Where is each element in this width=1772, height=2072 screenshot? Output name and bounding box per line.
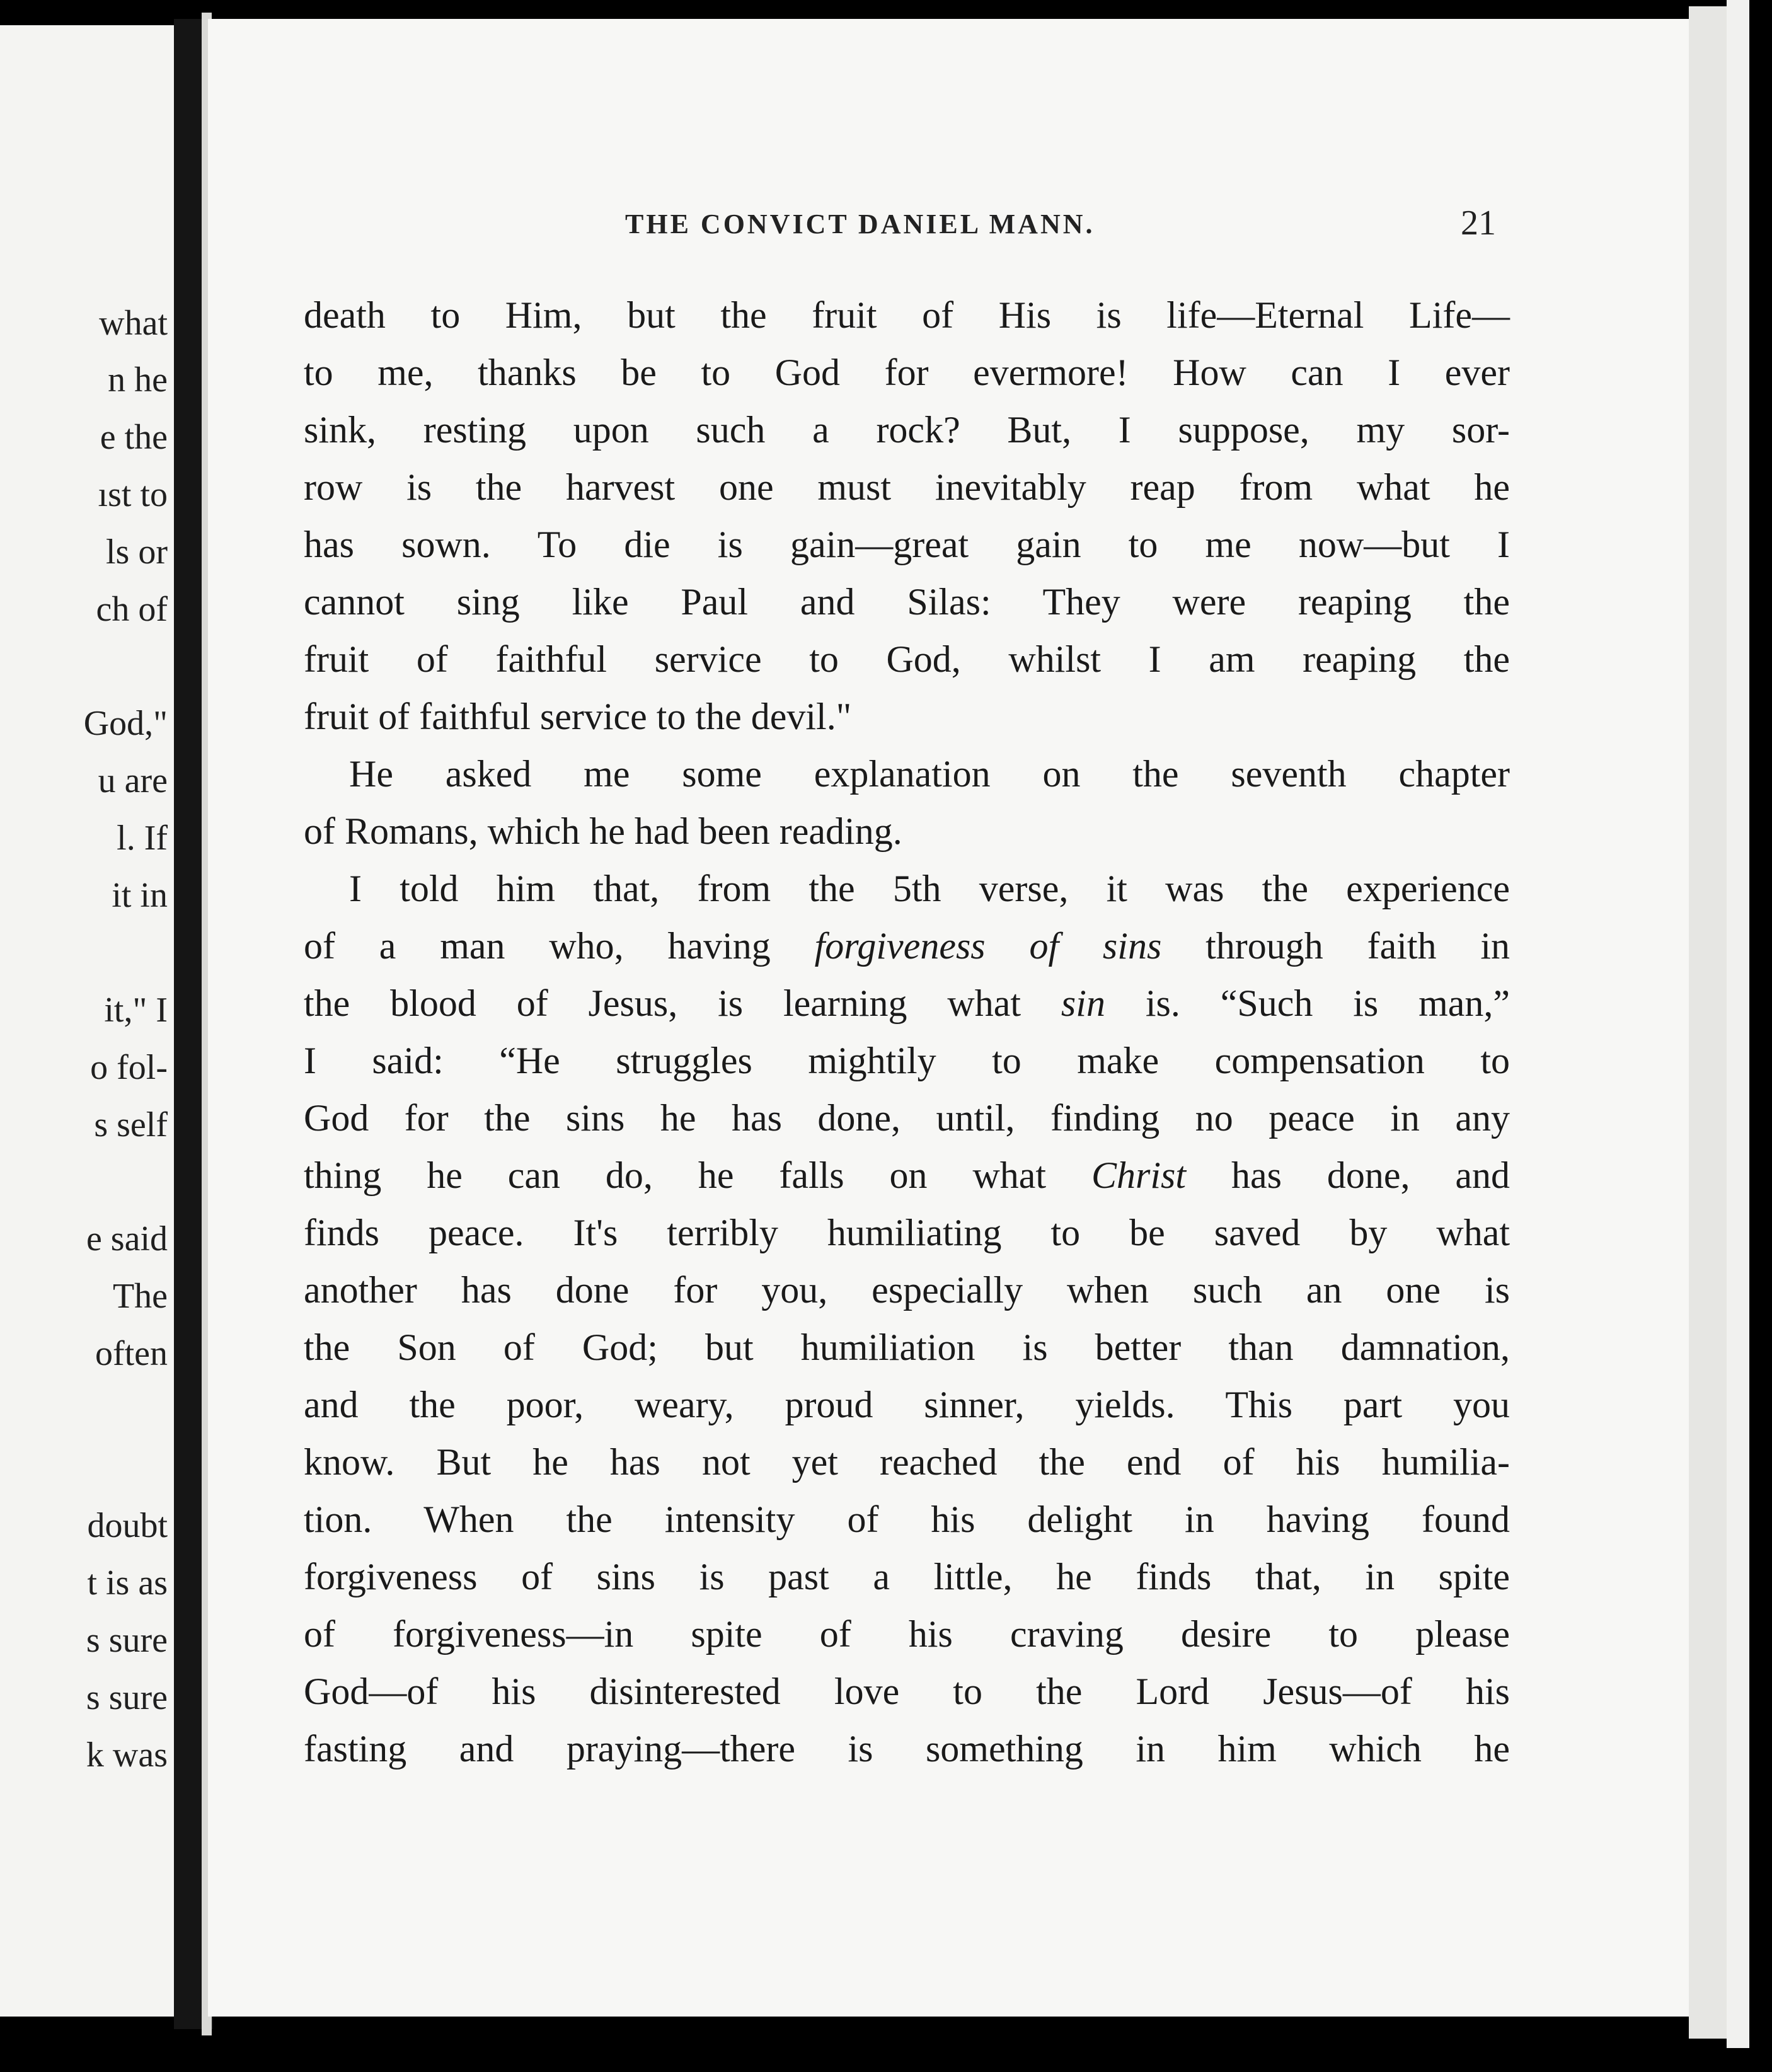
facing-line: what [99, 304, 168, 343]
text-run: thing he can do, he falls on what [304, 1154, 1047, 1196]
facing-line: e said [86, 1219, 168, 1258]
text-line: fruit of faithful service to the devil." [304, 696, 852, 737]
facing-line: l. If [117, 819, 168, 858]
facing-line: u are [98, 761, 168, 800]
facing-line: ls or [106, 532, 168, 572]
text-line: fruit of faithful service to God, whilst I am reaping the [304, 638, 1510, 680]
page-body [304, 287, 1510, 1778]
text-line: forgiveness of sins is past a little, he finds that, in spite [304, 1556, 1510, 1597]
facing-line: n he [108, 360, 168, 400]
text-line: cannot sing like Paul and Silas: They were reaping the [304, 581, 1510, 623]
text-run: the blood of Jesus, is learning what [304, 982, 1021, 1024]
facing-line: s sure [86, 1621, 168, 1660]
facing-page [0, 25, 174, 2017]
facing-line: o fol- [90, 1048, 168, 1087]
facing-line: often [95, 1334, 168, 1373]
facing-line: it in [112, 876, 168, 915]
page-edge [1689, 6, 1727, 2039]
page-edge [1727, 0, 1749, 2048]
italic-text: Christ [1091, 1154, 1187, 1196]
text-line: I told him that, from the 5th verse, it was the experience [349, 868, 1510, 909]
text-line: sink, resting upon such a rock? But, I suppose, my sor- [304, 409, 1510, 451]
text-line: the Son of God; but humiliation is better than damnation, [304, 1327, 1510, 1368]
facing-line: The [112, 1277, 168, 1316]
text-line: of forgiveness—in spite of his craving desire to please [304, 1613, 1510, 1655]
facing-line: t is as [87, 1563, 168, 1603]
facing-line: ıst to [98, 475, 168, 514]
text-line: know. But he has not yet reached the end of his humilia- [304, 1441, 1510, 1483]
text-line: another has done for you, especially when such an one is [304, 1269, 1510, 1311]
text-line: finds peace. It's terribly humiliating to be saved by what [304, 1212, 1510, 1253]
text-line: God—of his disinterested love to the Lord Jesus—of his [304, 1671, 1510, 1712]
italic-text: sin [1061, 982, 1105, 1024]
text-run: of a man who, having [304, 925, 771, 967]
text-line: to me, thanks be to God for evermore! How can I ever [304, 352, 1510, 393]
text-run: is. “Such is man,” [1145, 982, 1510, 1024]
text-line [304, 918, 1510, 975]
text-line: death to Him, but the fruit of His is life—Eternal Life— [304, 294, 1510, 336]
text-line: has sown. To die is gain—great gain to me now—but I [304, 524, 1510, 565]
text-line: He asked me some explanation on the seventh chapter [349, 753, 1510, 795]
text-run: through faith in [1205, 925, 1510, 967]
text-line [304, 975, 1510, 1032]
facing-line: s self [94, 1105, 168, 1144]
running-head: THE CONVICT DANIEL MANN. [625, 209, 1095, 239]
page-number: 21 [1461, 204, 1496, 243]
text-line: of Romans, which he had been reading. [304, 810, 902, 852]
italic-text: forgiveness of sins [814, 925, 1162, 967]
text-line: I said: “He struggles mightily to make compensation to [304, 1040, 1510, 1081]
facing-line: s sure [86, 1678, 168, 1717]
text-line: and the poor, weary, proud sinner, yields. This part you [304, 1384, 1510, 1425]
facing-line: ch of [96, 590, 168, 629]
facing-line: it," I [104, 991, 168, 1030]
text-line: row is the harvest one must inevitably reap from what he [304, 466, 1510, 508]
text-line: tion. When the intensity of his delight in having found [304, 1499, 1510, 1540]
facing-line: doubt [87, 1506, 168, 1545]
text-run: has done, and [1231, 1154, 1510, 1196]
text-line [304, 1147, 1510, 1204]
text-line: fasting and praying—there is something in him which he [304, 1728, 1510, 1770]
facing-line: God," [83, 704, 168, 743]
facing-line: e the [100, 418, 168, 457]
text-line: God for the sins he has done, until, finding no peace in any [304, 1097, 1510, 1139]
facing-line: k was [86, 1735, 168, 1775]
